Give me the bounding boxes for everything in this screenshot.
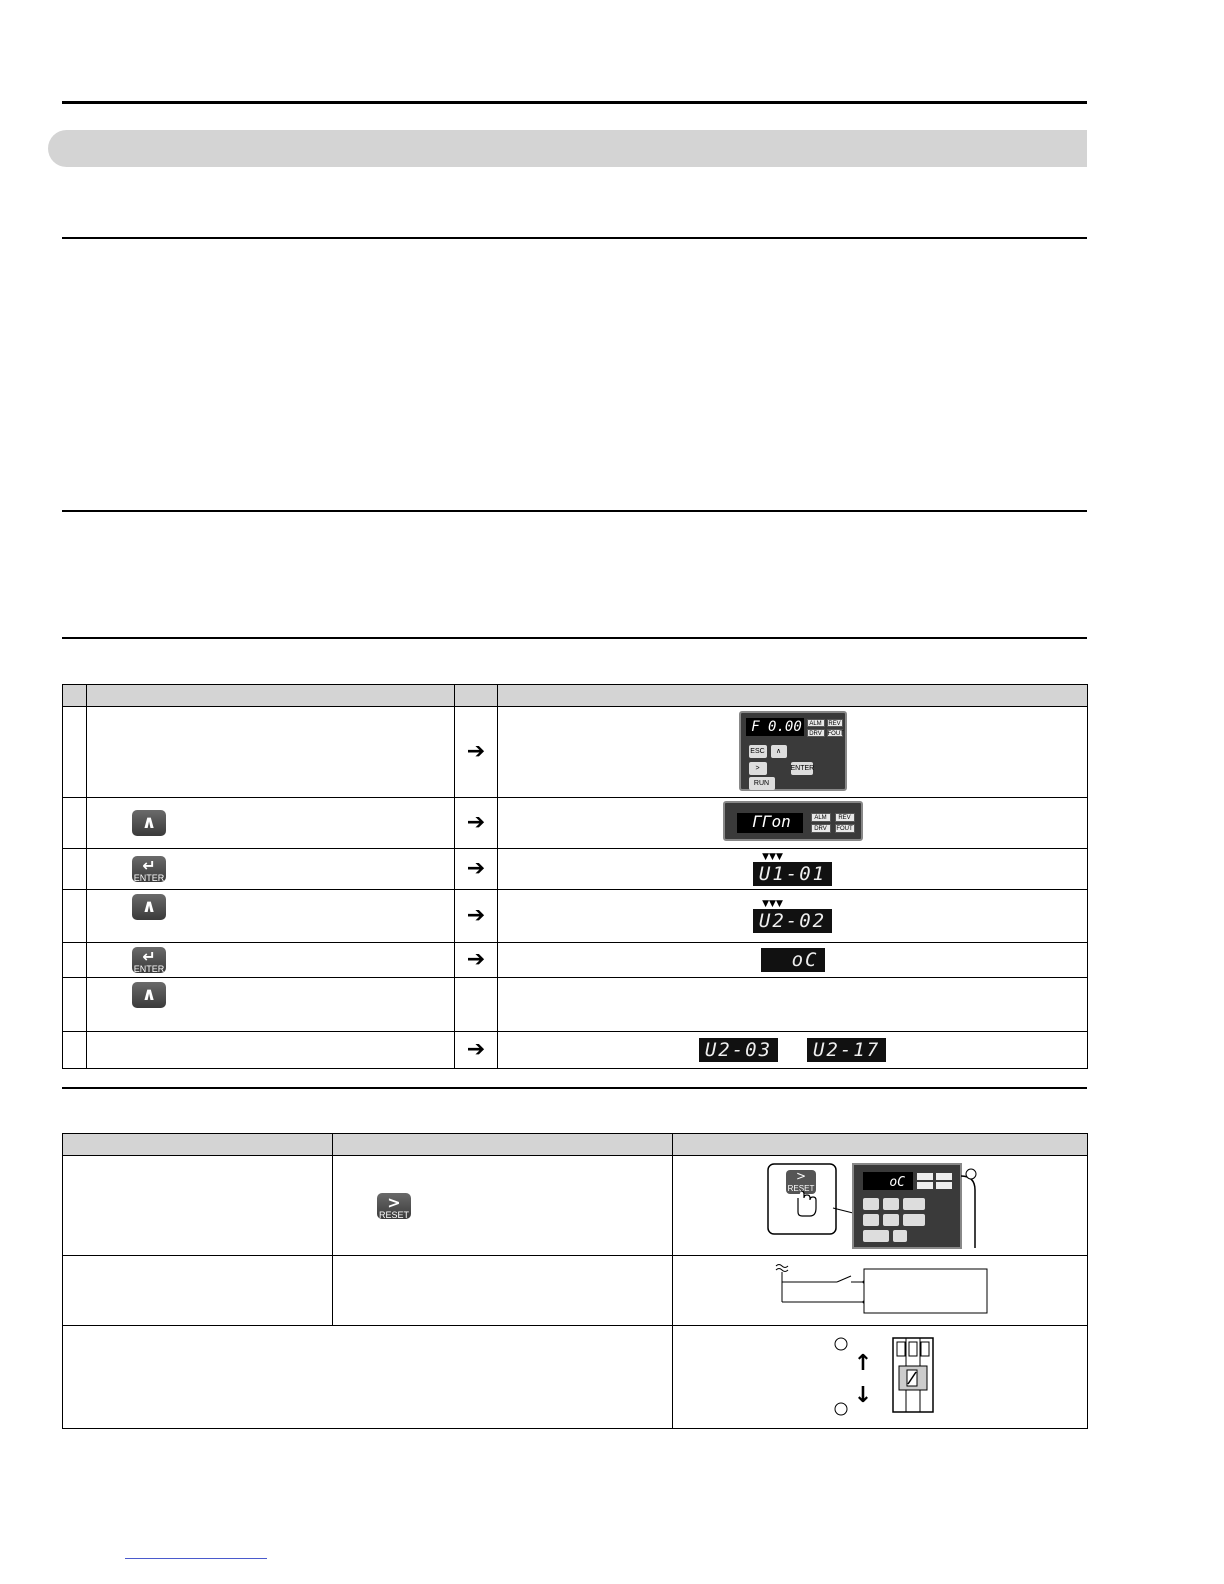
- table-row: [63, 890, 1088, 943]
- lcd-display: oC: [761, 948, 825, 972]
- table-row: [63, 1032, 1088, 1069]
- header-illustration: [673, 1134, 1088, 1156]
- fault-reset-methods-table: [62, 1133, 1088, 1429]
- up-key-icon: ∧: [132, 810, 166, 836]
- table-row: [63, 849, 1088, 890]
- header-arrow: [455, 685, 498, 707]
- indicator-fout: FOUT: [827, 731, 844, 737]
- table-header-row: [63, 1134, 1088, 1156]
- lcd-display: U1-01: [753, 862, 832, 886]
- section-rule-3: [62, 637, 1087, 639]
- indicator-alm: ALM: [807, 719, 825, 727]
- up-key-icon: ∧: [132, 982, 166, 1008]
- table-row: [63, 1156, 1088, 1256]
- arrow-down-icon: ↓: [853, 1383, 873, 1408]
- header-result: [498, 685, 1088, 707]
- section-rule-1: [62, 237, 1087, 239]
- keypad-reset-button: >: [749, 762, 767, 775]
- blink-marks-icon: ▼▼▼: [762, 851, 783, 862]
- step-arrow-icon: ➔: [466, 947, 486, 972]
- step-arrow-icon: ➔: [466, 739, 486, 764]
- indicator-drv: DRV: [811, 824, 831, 833]
- header-step-no: [63, 685, 87, 707]
- lcd-display: U2-02: [753, 909, 832, 933]
- keypad-image: [739, 711, 847, 791]
- indicator-fout: FOUT: [836, 825, 853, 832]
- keypad-screen: F 0.00: [746, 718, 804, 736]
- footer-link-underline: [125, 1558, 267, 1559]
- table-row: [63, 1256, 1088, 1326]
- lcd-display-to: U2-17: [807, 1038, 886, 1062]
- table-header-row: [63, 685, 1088, 707]
- keypad-esc-button: ESC: [749, 745, 767, 758]
- section-rule-2: [62, 510, 1087, 512]
- table-row: [63, 798, 1088, 849]
- table-row: [63, 943, 1088, 978]
- keypad-display-image: [723, 801, 863, 841]
- step-arrow-icon: ➔: [466, 903, 486, 928]
- up-key-icon: ∧: [132, 894, 166, 920]
- reset-button-label: RESET: [787, 1184, 815, 1193]
- lcd-display-from: U2-03: [699, 1038, 778, 1062]
- reset-keypad-illustration: [673, 1156, 1088, 1250]
- keypad-fault-code: oC: [889, 1175, 905, 1190]
- step-arrow-icon: ➔: [466, 810, 486, 835]
- indicator-rev: REV: [835, 813, 855, 822]
- enter-key-icon: ↵ ENTER: [133, 947, 165, 974]
- step-arrow-icon: ➔: [466, 856, 486, 881]
- blink-marks-icon: ▼▼▼: [762, 898, 783, 909]
- power-cycle-breaker-illustration: [673, 1326, 1088, 1423]
- top-rule: [62, 101, 1087, 104]
- section-rule-4: [62, 1087, 1087, 1089]
- fault-reset-wiring-illustration: [673, 1256, 1088, 1320]
- keypad-enter-button: ENTER: [791, 762, 813, 775]
- table-row: [63, 707, 1088, 798]
- header-procedure: [333, 1134, 673, 1156]
- fault-history-steps-table: [62, 684, 1088, 1069]
- keypad-run-button: RUN: [749, 777, 775, 790]
- table-row: [63, 978, 1088, 1032]
- table-row: [63, 1326, 1088, 1429]
- enter-key-icon: ↵ ENTER: [133, 856, 165, 883]
- arrow-up-icon: ↑: [853, 1351, 873, 1376]
- step-arrow-icon: ➔: [466, 1037, 486, 1062]
- indicator-drv: DRV: [807, 729, 825, 737]
- section-banner: [48, 130, 1087, 167]
- indicator-rev: REV: [828, 721, 841, 727]
- keypad-up-button: ∧: [771, 745, 787, 758]
- header-procedure: [87, 685, 455, 707]
- indicator-alm: ALM: [811, 813, 831, 822]
- reset-key-icon: > RESET: [378, 1192, 409, 1220]
- header-after-fault: [63, 1134, 333, 1156]
- keypad-screen: ΓΓon: [737, 813, 803, 833]
- svg-text:>: >: [795, 1169, 807, 1183]
